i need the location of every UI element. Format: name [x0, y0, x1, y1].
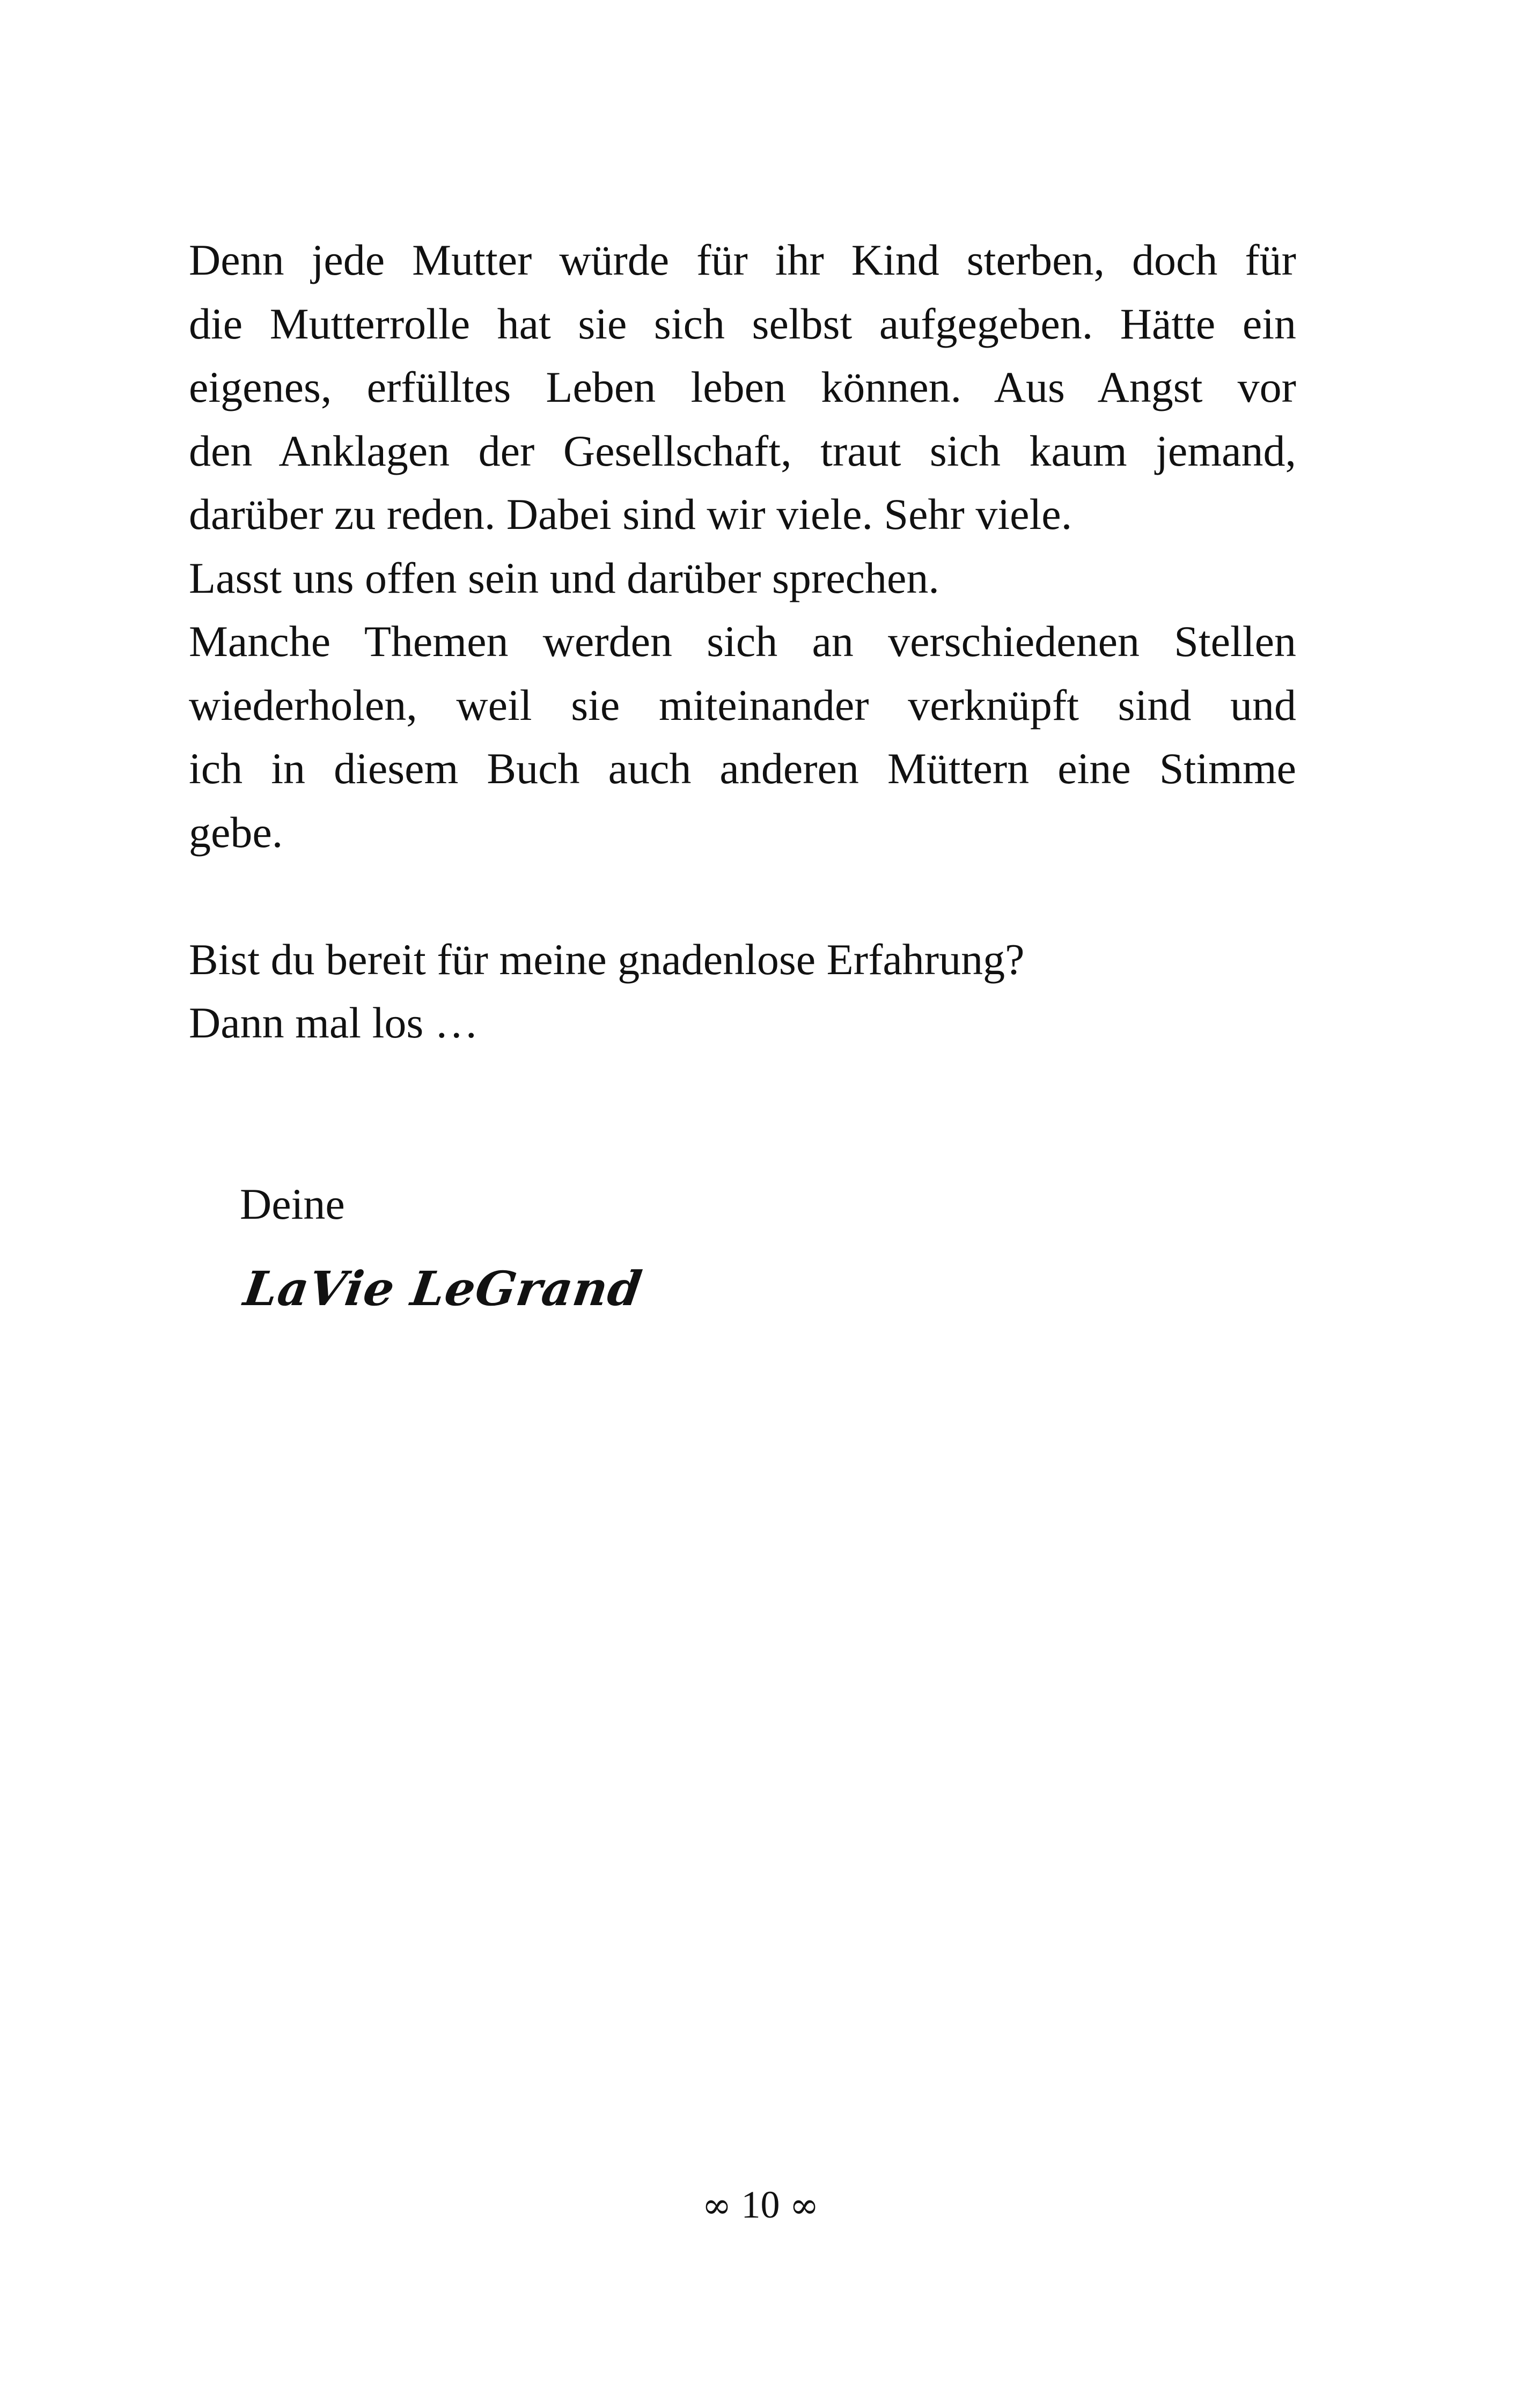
paragraph-3 — [189, 610, 1296, 864]
text-line: die Mutterrolle hat sie sich selbst aufgegeben. Hätte ein — [189, 299, 1296, 348]
infinity-icon: ∞ — [702, 2185, 732, 2226]
text-line: wiederholen, weil sie miteinander verknüpft sind und — [189, 680, 1296, 730]
body-text — [189, 229, 1296, 1055]
text-line: gebe. — [189, 807, 283, 857]
closing-word: Deine — [240, 1180, 345, 1228]
lead-out-line: Dann mal los … — [189, 998, 479, 1047]
text-line: Lasst uns offen sein und darüber sprechen. — [189, 553, 939, 602]
text-line: Manche Themen werden sich an verschiedenen Stellen — [189, 617, 1296, 666]
text-line: ich in diesem Buch auch anderen Müttern eine Stimme — [189, 744, 1296, 793]
paragraph-2 — [189, 547, 1296, 610]
paragraph-4 — [189, 928, 1296, 1055]
text-line: eigenes, erfülltes Leben leben können. Aus Angst vor — [189, 363, 1296, 411]
author-signature: LaVie LeGrand — [240, 1261, 646, 1316]
paragraph-1 — [189, 229, 1296, 547]
paragraph-gap — [189, 864, 1296, 928]
page-number: 10 — [741, 2183, 780, 2226]
infinity-icon: ∞ — [789, 2185, 819, 2226]
question-line: Bist du bereit für meine gnadenlose Erfahrung? — [189, 934, 1025, 984]
text-line: den Anklagen der Gesellschaft, traut sich kaum jemand, — [189, 426, 1296, 475]
text-line: darüber zu reden. Dabei sind wir viele. Sehr viele. — [189, 490, 1072, 539]
page-footer — [0, 2178, 1521, 2233]
text-line: Denn jede Mutter würde für ihr Kind sterben, doch für — [189, 235, 1296, 284]
